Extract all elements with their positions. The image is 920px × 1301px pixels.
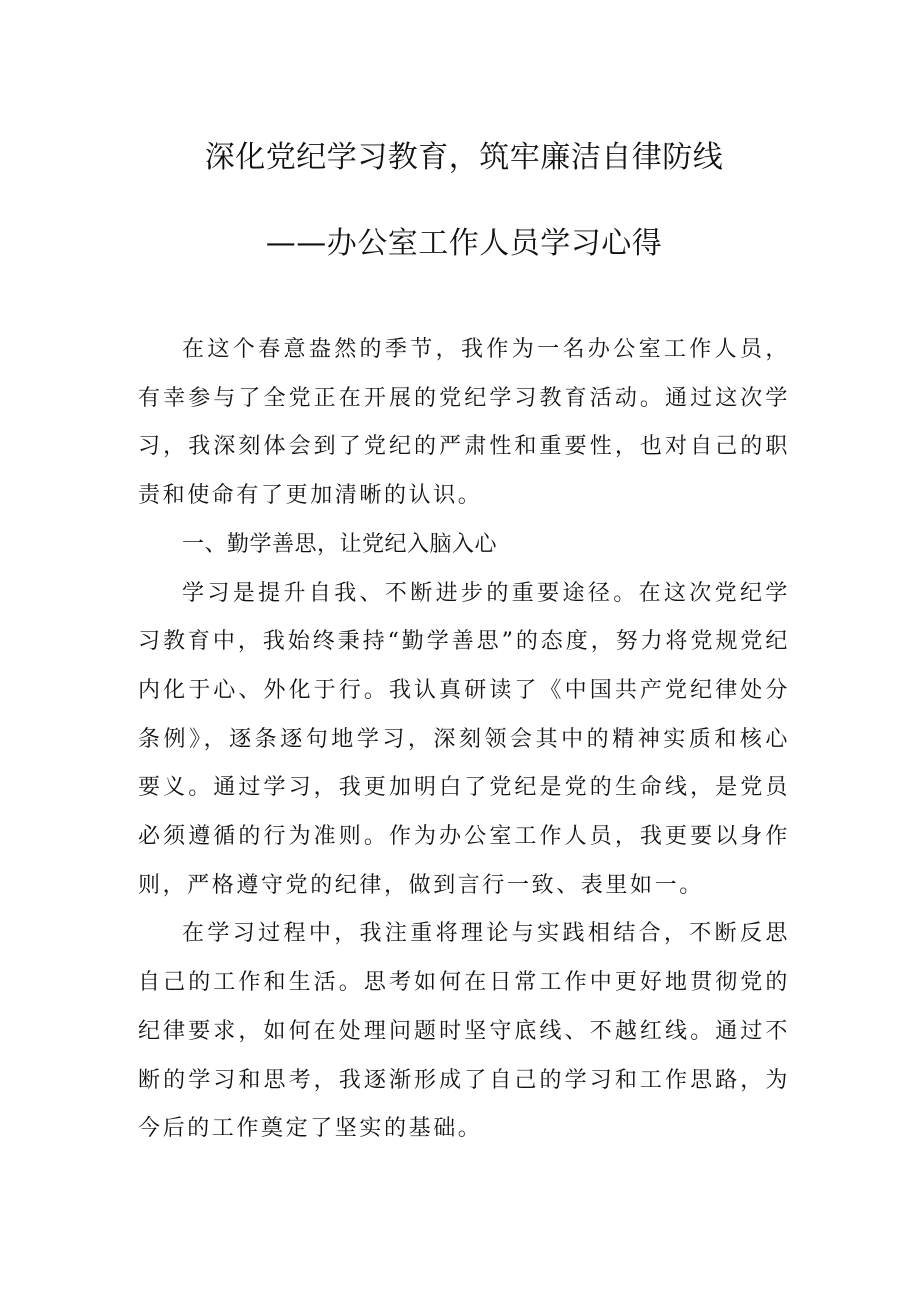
body-paragraph: 学习是提升自我、不断进步的重要途径。在这次党纪学习教育中，我始终秉持“勤学善思”的态度，努力将党规党纪内化于心、外化于行。我认真研读了《中国共产党纪律处分条例》，逐条逐句地学习，深刻领会其中的精神实质和核心要义。通过学习，我更加明白了党纪是党的生命线，是党员必须遵循的行为准则。作为办公室工作人员，我更要以身作则，严格遵守党的纪律，做到言行一致、表里如一。 bbox=[138, 580, 790, 898]
document-title: 深化党纪学习教育，筑牢廉洁自律防线 bbox=[204, 140, 724, 175]
intro-paragraph: 在这个春意盎然的季节，我作为一名办公室工作人员，有幸参与了全党正在开展的党纪学习教育活动。通过这次学习，我深刻体会到了党纪的严肃性和重要性，也对自己的职责和使命有了更加清晰的认识。 bbox=[138, 337, 790, 509]
body-paragraph: 在学习过程中，我注重将理论与实践相结合，不断反思自己的工作和生活。思考如何在日常工作中更好地贯彻党的纪律要求，如何在处理问题时坚守底线、不越红线。通过不断的学习和思考，我逐渐形成了自己的学习和工作思路，为今后的工作奠定了坚实的基础。 bbox=[138, 921, 790, 1142]
section-heading: 一、勤学善思，让党纪入脑入心 bbox=[182, 531, 498, 557]
document-subtitle: ——办公室工作人员学习心得 bbox=[265, 226, 663, 261]
document-body bbox=[138, 326, 790, 1154]
